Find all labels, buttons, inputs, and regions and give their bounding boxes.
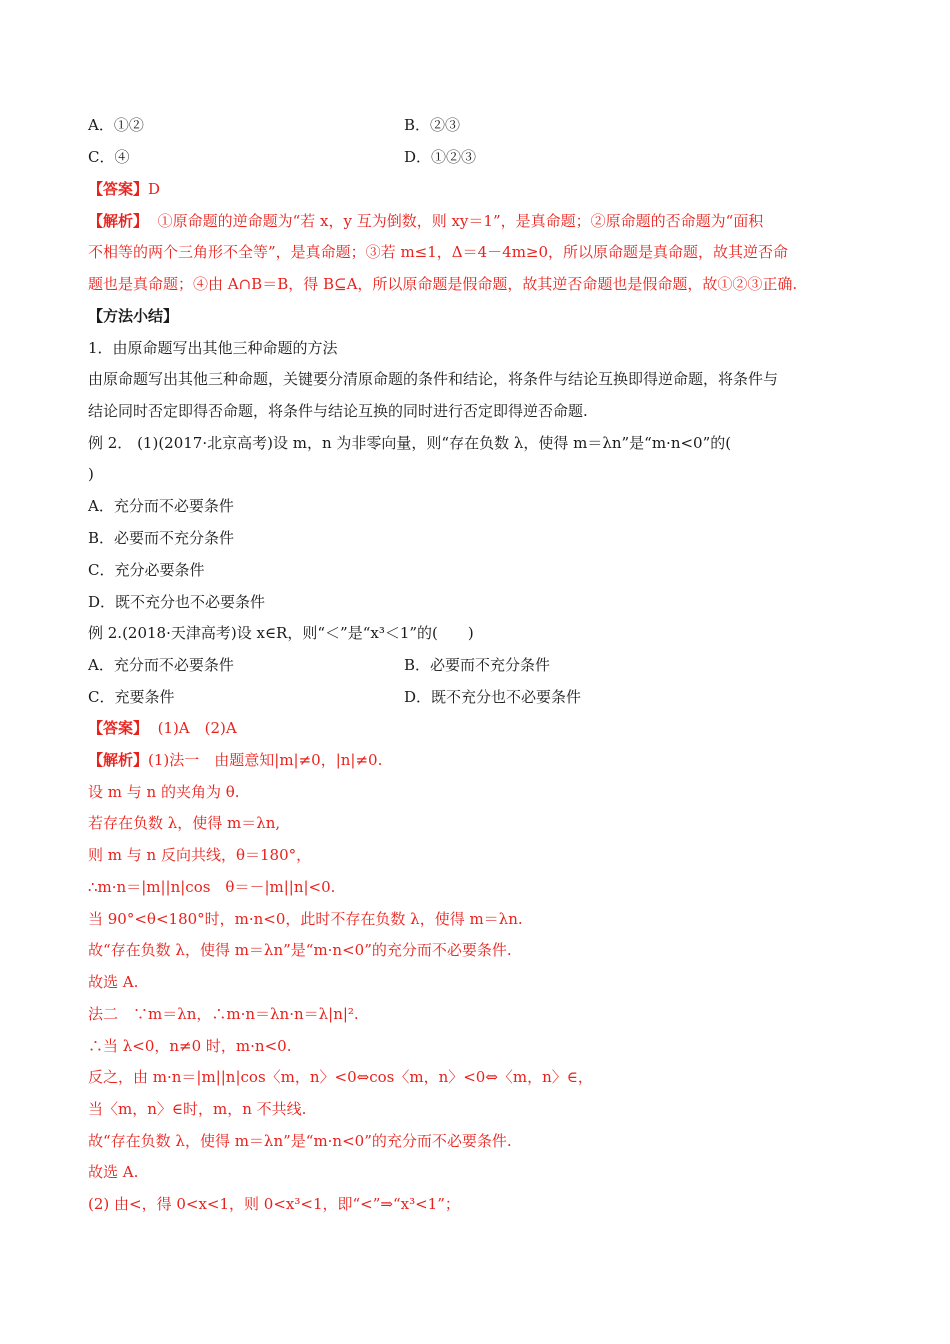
analysis-2-line-14: 故选 A. [88, 1163, 139, 1181]
analysis-2-tag: 【解析】 [88, 751, 149, 769]
answer-tag: 【答案】 [88, 180, 149, 198]
example-2b-option-a: A．充分而不必要条件 [88, 656, 234, 674]
analysis-2-line-1 [88, 750, 382, 770]
example-2-option-d: D．既不充分也不必要条件 [88, 593, 266, 611]
example-2b-stem: 例 2.(2018·天津高考)设 x∈R，则“＜”是“x³＜1”的( ) [88, 624, 474, 642]
example-2b-option-c: C．充要条件 [88, 688, 175, 706]
example-2b-option-d: D．既不充分也不必要条件 [404, 688, 582, 706]
method-item-1: 1．由原命题写出其他三种命题的方法 [88, 339, 338, 357]
example-2b-option-b: B．必要而不充分条件 [404, 656, 551, 674]
option-b: B．②③ [404, 116, 461, 134]
analysis-2-line-5: ∴m·n＝|m||n|cos θ＝－|m||n|<0. [88, 878, 336, 896]
analysis-2-line-9: 法二 ∵m＝λn，∴m·n＝λn·n＝λ|n|². [88, 1005, 359, 1023]
option-c: C．④ [88, 148, 130, 166]
analysis-2-line-10: ∴当 λ<0，n≠0 时，m·n<0. [88, 1037, 292, 1055]
analysis-1-line-1 [88, 211, 763, 231]
analysis-2-line-6: 当 90°<θ<180°时，m·n<0，此时不存在负数 λ，使得 m＝λn. [88, 910, 523, 928]
example-2-option-a: A．充分而不必要条件 [88, 497, 234, 515]
example-2-stem-line-1: 例 2． (1)(2017·北京高考)设 m，n 为非零向量，则“存在负数 λ，使得 m＝λn”是“m·n<0”的( [88, 434, 732, 452]
analysis-2-text: (1)法一 由题意知|m|≠0，|n|≠0. [148, 751, 383, 769]
answer-1 [88, 179, 160, 199]
method-paragraph-line-2: 结论同时否定即得否命题，将条件与结论互换的同时进行否定即得逆否命题. [88, 402, 588, 420]
answer-2-tag: 【答案】 [88, 719, 149, 737]
example-2-option-b: B．必要而不充分条件 [88, 529, 235, 547]
analysis-2-line-15: (2) 由<，得 0<x<1，则 0<x³<1，即“<”⇒“x³<1”； [88, 1195, 460, 1213]
analysis-tag: 【解析】 [88, 212, 149, 230]
analysis-2-line-3: 若存在负数 λ，使得 m＝λn, [88, 814, 281, 832]
analysis-1-line-2: 不相等的两个三角形不全等”，是真命题；③若 m≤1，Δ＝4－4m≥0，所以原命题是真命题，故其逆否命 [88, 243, 789, 261]
analysis-text: ①原命题的逆命题为“若 x，y 互为倒数，则 xy＝1”，是真命题；②原命题的否命题为“面积 [157, 212, 764, 230]
analysis-2-line-12: 当〈m，n〉∈时，m，n 不共线. [88, 1100, 307, 1118]
method-paragraph-line-1: 由原命题写出其他三种命题，关键要分清原命题的条件和结论，将条件与结论互换即得逆命题，将条件与 [88, 370, 779, 388]
option-d: D．①②③ [404, 148, 477, 166]
analysis-2-line-11: 反之，由 m·n＝|m||n|cos〈m，n〉<0⇔cos〈m，n〉<0⇔〈m，n〉∈， [88, 1068, 593, 1086]
example-2-stem-line-2: ) [88, 465, 94, 483]
analysis-2-line-8: 故选 A. [88, 973, 139, 991]
answer-2-value: (1)A (2)A [157, 719, 237, 737]
analysis-2-line-4: 则 m 与 n 反向共线，θ＝180°， [88, 846, 312, 864]
analysis-1-line-3: 题也是真命题；④由 A∩B＝B，得 B⊆A，所以原命题是假命题，故其逆否命题也是假命题，故①②③正确. [88, 275, 798, 293]
answer-2 [88, 718, 237, 738]
option-a: A．①② [88, 116, 144, 134]
analysis-2-line-7: 故“存在负数 λ，使得 m＝λn”是“m·n<0”的充分而不必要条件. [88, 941, 512, 959]
analysis-2-line-13: 故“存在负数 λ，使得 m＝λn”是“m·n<0”的充分而不必要条件. [88, 1132, 512, 1150]
example-2-option-c: C．充分必要条件 [88, 561, 205, 579]
answer-value: D [148, 180, 161, 198]
method-summary-heading: 【方法小结】 [88, 307, 179, 325]
analysis-2-line-2: 设 m 与 n 的夹角为 θ. [88, 783, 240, 801]
